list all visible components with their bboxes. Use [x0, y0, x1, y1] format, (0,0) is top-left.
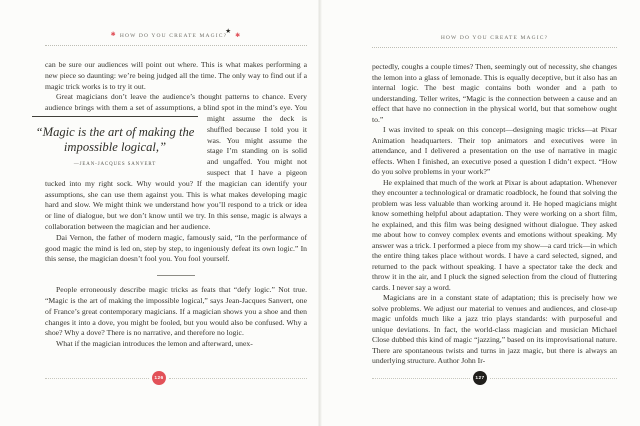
footer-dotted-rule	[372, 378, 470, 379]
red-star-icon: ✱	[235, 33, 242, 39]
paragraph-text: People erroneously describe magic tricks as feats that “defy logic.” Not true. “Magic is the art of making the impossible logical,” says Jean-Jacques Sanvert, one of France’s great contemporary magicians. If a magician shows you a shoe and then changes it into a dove, you might be fooled, but you would also be confused. Why a shoe? Why a dove? There is no narrative, and therefore no logic.	[45, 285, 307, 338]
chapter-header-left	[45, 24, 307, 46]
paragraph-text: Magicians are in a constant state of adaptation; this is precisely how we solve problems. We adjust our material to venues and audiences, and close-up magic unfolds much like a jazz trio plays standards: with purposeful and unique deviations. In fact, the world-class magician and musician Michael Close dubbed this kind of magic “jazzing,” based on its improvisational nature. There are spontaneous twists and turns in jazz magic, but there is always an underlying structure. Author John Ir-	[372, 293, 617, 365]
paragraph-text: can be sure our audiences will point out where. This is what makes performing a new piece so daunting: we’re being judged all the time. The only way to find out if a magic trick works is to try it out.	[45, 60, 307, 91]
footer-dotted-rule	[490, 378, 617, 379]
paragraph	[372, 125, 617, 178]
paragraph	[45, 60, 307, 92]
paragraph-text: Great magicians don’t leave the audience’s thought patterns to chance. Every audience brings with them a set of assumptions, a blind	[45, 92, 307, 113]
paragraph	[372, 178, 617, 294]
paragraph	[372, 293, 617, 367]
paragraph	[45, 233, 307, 265]
page-footer-right	[372, 371, 617, 385]
pull-quote-text: “Magic is the art of making the impossible logical,”	[35, 124, 195, 155]
body-text-left	[35, 60, 308, 350]
header-dotted-rule	[45, 45, 307, 46]
body-text-right	[372, 62, 617, 367]
pull-quote	[32, 116, 198, 171]
chapter-title-row	[441, 35, 548, 45]
paragraph-text: pectedly, coughs a couple times? Then, seemingly out of necessity, she changes the lemon into a glass of lemonade. This is equally deceptive, but it also has an internal logic. The best magic contains both wonder and a path to understanding. Teller writes, “Magic is the connection between a cause and an effect that have no connection in the physical world, but that somehow ought to.”	[372, 62, 617, 124]
chapter-title: HOW DO YOU CREATE MAGIC?	[119, 33, 228, 39]
page-right	[320, 0, 640, 426]
footer-dotted-rule	[169, 378, 307, 379]
black-star-icon: ★	[225, 28, 233, 35]
paragraph-text: I was invited to speak on this concept—designing magic tricks—at Pixar Animation headquarters. Their top animators and executives were in attendance, and I delivered a presentation on the use of narrative in magic effects. When I finished, an executive posed a question I didn’t expect. “How do you solve problems in your work?”	[372, 125, 617, 176]
paragraph-text: spot in the mind’s eye. You might assume the deck is shuffled because I told you it was. You might assume the stage I’m standing on is solid and ungaffed. You might not suspect that I have a pigeon tucked into my right sock. Why would you? If the magician can identify your assumptions, she can use them against you. This is what makes developing magic hard and slow. We might think we understand how you’ll respond to a trick or idea or line of dialogue, but we don’t know until we try. In this sense, magic is always a collaboration between the magician and her audience.	[45, 103, 308, 231]
chapter-header-right	[372, 26, 617, 48]
page-number-badge: 127	[473, 371, 487, 385]
red-star-icon: ✱	[110, 32, 117, 38]
paragraph-text: Dai Vernon, the father of modern magic, famously said, “In the performance of good magic the mind is led on, step by step, to ingeniously defeat its own logic.” In this sense, the magician doesn’t fool you. You fool yourself.	[45, 232, 307, 264]
paragraph	[35, 92, 308, 232]
paragraph	[45, 285, 307, 339]
chapter-title-row	[110, 28, 242, 43]
paragraph-text: What if the magician introduces the lemon and afterward, unex-	[56, 339, 253, 349]
paragraph	[372, 62, 617, 125]
section-divider	[157, 275, 195, 276]
header-dotted-rule	[372, 47, 617, 48]
paragraph	[45, 339, 307, 350]
page-number-badge: 126	[152, 371, 166, 385]
chapter-title: HOW DO YOU CREATE MAGIC?	[440, 35, 549, 41]
pull-quote-attribution: —JEAN-JACQUES SANVERT	[73, 161, 157, 167]
page-footer-left	[45, 371, 307, 385]
footer-dotted-rule	[45, 378, 149, 379]
paragraph-text: He explained that much of the work at Pixar is about adaptation. Whenever they encounter a technological or dramatic roadblock, he found that solving the problem was less valuable than working around it. He hoped magicians might know something helpful about adaptation. They were working on a short film, he explained, and this film was being designed without dialogue. They asked me about how to convey complex events and emotions without speaking. My answer was a trick. I performed a piece from my show—a card trick—in which the entire thing takes place without words. I have a card selected, signed, and returned to the pack without speaking. I have a spectator take the deck and throw it in the air, and I pluck the signed selection from the cloud of fluttering cards. I never say a word.	[372, 177, 617, 292]
